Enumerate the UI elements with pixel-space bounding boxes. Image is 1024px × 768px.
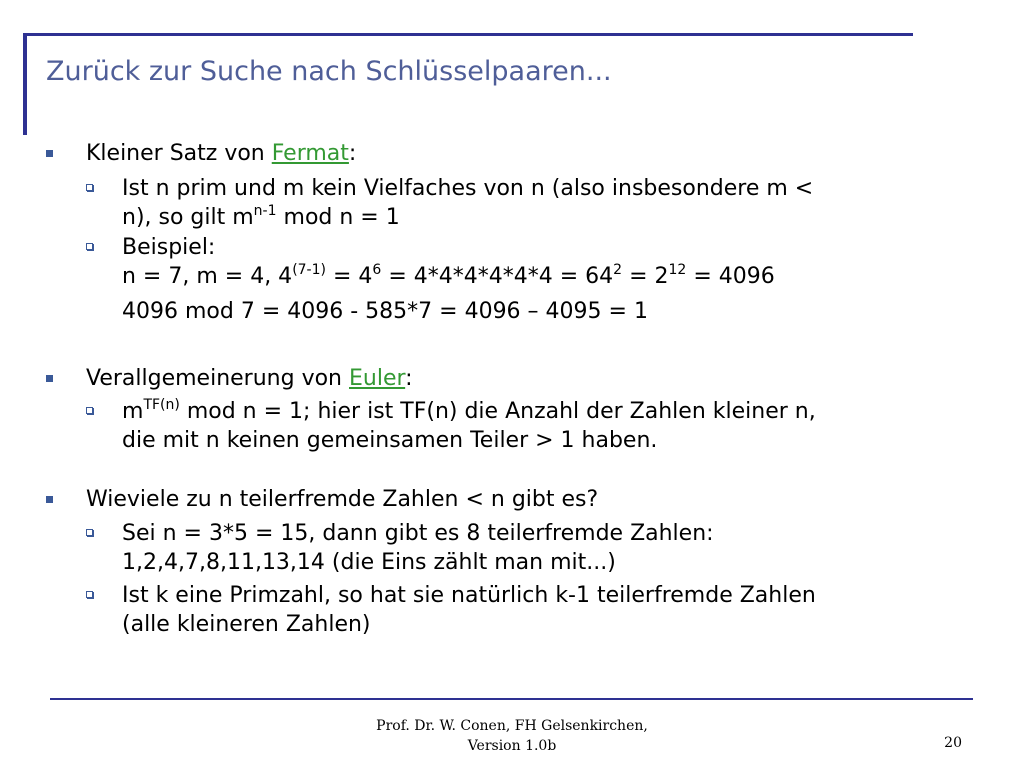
bullet-euler: [86, 364, 413, 393]
bullet-text: Kleiner Satz von: [86, 141, 272, 166]
hollow-square-bullet-icon: [86, 243, 93, 250]
hollow-square-bullet-icon: [86, 529, 93, 536]
fermat-link[interactable]: Fermat: [271, 141, 349, 166]
sub-bullet-line: Ist k eine Primzahl, so hat sie natürlich k-1 teilerfremde Zahlen: [122, 583, 816, 608]
euler-link[interactable]: Euler: [349, 366, 406, 391]
title-frame-left-rule: [23, 33, 27, 135]
bullet-colon: :: [348, 141, 357, 166]
square-bullet-icon: [46, 150, 53, 157]
sub-bullet-coprime-example: [122, 519, 714, 577]
footer-rule: [50, 698, 973, 700]
footer-credit: [0, 716, 1024, 756]
hollow-square-bullet-icon: [86, 184, 93, 191]
hollow-square-bullet-icon: [86, 407, 93, 414]
sub-bullet-euler-theorem: [122, 397, 816, 455]
sub-bullet-line: 1,2,4,7,8,11,13,14 (die Eins zählt man mit...): [122, 550, 616, 575]
slide-title: Zurück zur Suche nach Schlüsselpaaren...: [46, 56, 612, 87]
sub-bullet-line: n = 7, m = 4, $4^{(7-1)} = 4^6 = 4*4*4*4*4*4 = 64^2 = 2^{12} = 4096$: [122, 262, 775, 289]
sub-bullet-line: die mit n keinen gemeinsamen Teiler > 1 haben.: [122, 428, 658, 453]
sub-bullet-example: [122, 233, 775, 326]
square-bullet-icon: [46, 496, 53, 503]
sub-bullet-line: Ist n prim und m kein Vielfaches von n (also insbesondere m <: [122, 176, 814, 201]
sub-bullet-line: 4096 mod 7 = 4096 - 585*7 = 4096 – 4095 = 1: [122, 299, 648, 324]
footer-version: Version 1.0b: [467, 738, 557, 754]
sub-bullet-line: Sei n = 3*5 = 15, dann gibt es 8 teilerfremde Zahlen:: [122, 521, 714, 546]
sub-bullet-line: Beispiel:: [122, 235, 216, 260]
page-number: 20: [944, 735, 962, 751]
bullet-colon: :: [405, 366, 413, 391]
hollow-square-bullet-icon: [86, 591, 93, 598]
bullet-text: Wieviele zu n teilerfremde Zahlen < n gibt es?: [86, 487, 599, 512]
square-bullet-icon: [46, 375, 53, 382]
bullet-fermat: [86, 139, 356, 168]
sub-bullet-line: n), so gilt $m^{n-1}$ mod n = 1: [122, 203, 400, 230]
bullet-coprime-count: [86, 485, 598, 514]
title-frame-top-rule: [23, 33, 913, 36]
bullet-text: Verallgemeinerung von: [86, 366, 349, 391]
sub-bullet-fermat-theorem: [122, 174, 813, 232]
footer-author: Prof. Dr. W. Conen, FH Gelsenkirchen,: [376, 718, 648, 734]
sub-bullet-line: (alle kleineren Zahlen): [122, 612, 371, 637]
sub-bullet-prime-case: [122, 581, 816, 639]
sub-bullet-line: $m^{TF(n)}$ mod n = 1; hier ist TF(n) die Anzahl der Zahlen kleiner n,: [122, 397, 816, 424]
